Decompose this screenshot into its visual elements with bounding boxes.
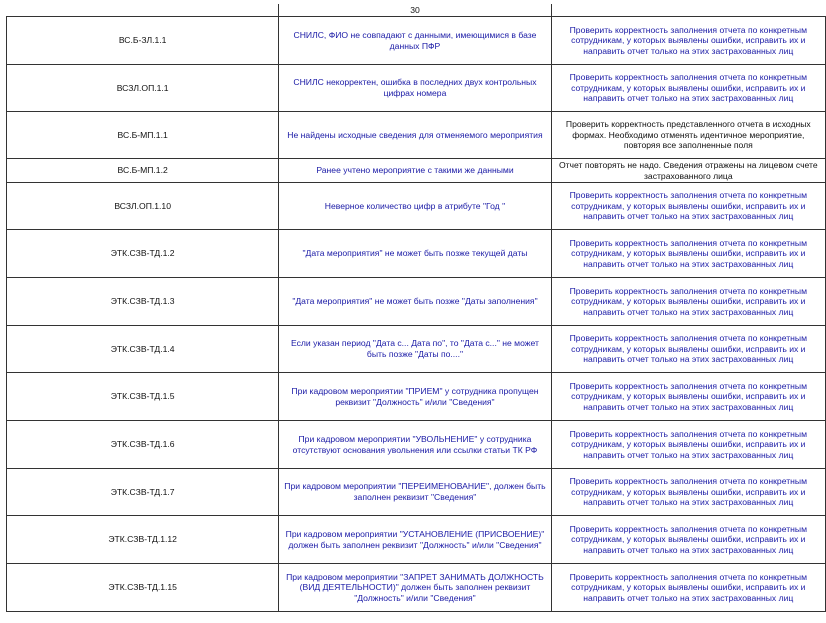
corrective-action-cell: Отчет повторять не надо. Сведения отражены на лицевом счете застрахованного лица xyxy=(551,159,825,183)
corrective-action-cell: Проверить корректность заполнения отчета по конкретным сотрудникам, у которых выявлены ошибки, исправить их и направить отчет только на этих застрахованных лиц xyxy=(551,564,825,612)
corrective-action-cell: Проверить корректность заполнения отчета по конкретным сотрудникам, у которых выявлены ошибки, исправить их и направить отчет только на этих застрахованных лиц xyxy=(551,326,825,373)
error-code-cell: ЭТК.СЗВ-ТД.1.7 xyxy=(7,469,279,516)
table-row xyxy=(7,564,826,612)
corrective-action-cell: Проверить корректность заполнения отчета по конкретным сотрудникам, у которых выявлены ошибки, исправить их и направить отчет только на этих застрахованных лиц xyxy=(551,183,825,230)
corrective-action-cell: Проверить корректность заполнения отчета по конкретным сотрудникам, у которых выявлены ошибки, исправить их и направить отчет только на этих застрахованных лиц xyxy=(551,65,825,112)
table-row xyxy=(7,373,826,421)
error-message-cell: СНИЛС некорректен, ошибка в последних двух контрольных цифрах номера xyxy=(279,65,551,112)
error-code-cell: ЭТК.СЗВ-ТД.1.5 xyxy=(7,373,279,421)
error-message-cell: Не найдены исходные сведения для отменяемого мероприятия xyxy=(279,112,551,159)
error-code-cell: ЭТК.СЗВ-ТД.1.2 xyxy=(7,230,279,278)
error-code-cell: ВС.Б-МП.1.2 xyxy=(7,159,279,183)
table-row xyxy=(7,469,826,516)
error-message-cell: При кадровом мероприятии "ЗАПРЕТ ЗАНИМАТЬ ДОЛЖНОСТЬ (ВИД ДЕЯТЕЛЬНОСТИ)" должен быть заполнен реквизит "Должность" и/или "Сведения" xyxy=(279,564,551,612)
page-number: 30 xyxy=(279,4,551,17)
error-message-cell: "Дата мероприятия" не может быть позже "Даты заполнения" xyxy=(279,278,551,326)
table-row xyxy=(7,112,826,159)
error-code-cell: ВС.Б-МП.1.1 xyxy=(7,112,279,159)
error-code-cell: ЭТК.СЗВ-ТД.1.15 xyxy=(7,564,279,612)
error-message-cell: При кадровом мероприятии "ПЕРЕИМЕНОВАНИЕ", должен быть заполнен реквизит "Сведения" xyxy=(279,469,551,516)
table-row xyxy=(7,65,826,112)
table-row xyxy=(7,159,826,183)
error-code-cell: ВСЗЛ.ОП.1.1 xyxy=(7,65,279,112)
error-message-cell: Если указан период "Дата с... Дата по", то "Дата с..." не может быть позже "Даты по...." xyxy=(279,326,551,373)
table-row xyxy=(7,516,826,564)
table-row xyxy=(7,17,826,65)
error-message-cell: При кадровом мероприятии "УВОЛЬНЕНИЕ" у сотрудника отсутствуют основания увольнения или ссылки статьи ТК РФ xyxy=(279,421,551,469)
error-code-cell: ВСЗЛ.ОП.1.10 xyxy=(7,183,279,230)
corrective-action-cell: Проверить корректность заполнения отчета по конкретным сотрудникам, у которых выявлены ошибки, исправить их и направить отчет только на этих застрахованных лиц xyxy=(551,278,825,326)
error-code-cell: ЭТК.СЗВ-ТД.1.4 xyxy=(7,326,279,373)
corrective-action-cell: Проверить корректность представленного отчета в исходных формах. Необходимо отменять идентичное мероприятие, повторяя все заполненные поля xyxy=(551,112,825,159)
table-row xyxy=(7,183,826,230)
error-message-cell: Ранее учтено мероприятие с такими же данными xyxy=(279,159,551,183)
corrective-action-cell: Проверить корректность заполнения отчета по конкретным сотрудникам, у которых выявлены ошибки, исправить их и направить отчет только на этих застрахованных лиц xyxy=(551,17,825,65)
error-codes-table xyxy=(6,4,826,612)
page-header-row xyxy=(7,4,826,17)
corrective-action-cell: Проверить корректность заполнения отчета по конкретным сотрудникам, у которых выявлены ошибки, исправить их и направить отчет только на этих застрахованных лиц xyxy=(551,516,825,564)
error-message-cell: Неверное количество цифр в атрибуте "Год " xyxy=(279,183,551,230)
error-code-cell: ЭТК.СЗВ-ТД.1.12 xyxy=(7,516,279,564)
table-row xyxy=(7,421,826,469)
table-row xyxy=(7,278,826,326)
corrective-action-cell: Проверить корректность заполнения отчета по конкретным сотрудникам, у которых выявлены ошибки, исправить их и направить отчет только на этих застрахованных лиц xyxy=(551,373,825,421)
error-message-cell: СНИЛС, ФИО не совпадают с данными, имеющимися в базе данных ПФР xyxy=(279,17,551,65)
error-message-cell: При кадровом мероприятии "ПРИЕМ" у сотрудника пропущен реквизит "Должность" и/или "Сведения" xyxy=(279,373,551,421)
table-row xyxy=(7,326,826,373)
error-message-cell: При кадровом мероприятии "УСТАНОВЛЕНИЕ (ПРИСВОЕНИЕ)" должен быть заполнен реквизит "Должность" и/или "Сведения" xyxy=(279,516,551,564)
error-code-cell: ЭТК.СЗВ-ТД.1.3 xyxy=(7,278,279,326)
error-code-cell: ЭТК.СЗВ-ТД.1.6 xyxy=(7,421,279,469)
table-row xyxy=(7,230,826,278)
error-code-cell: ВС.Б-ЗЛ.1.1 xyxy=(7,17,279,65)
spreadsheet-page xyxy=(6,4,826,612)
corrective-action-cell: Проверить корректность заполнения отчета по конкретным сотрудникам, у которых выявлены ошибки, исправить их и направить отчет только на этих застрахованных лиц xyxy=(551,421,825,469)
error-message-cell: "Дата мероприятия" не может быть позже текущей даты xyxy=(279,230,551,278)
corrective-action-cell: Проверить корректность заполнения отчета по конкретным сотрудникам, у которых выявлены ошибки, исправить их и направить отчет только на этих застрахованных лиц xyxy=(551,230,825,278)
corrective-action-cell: Проверить корректность заполнения отчета по конкретным сотрудникам, у которых выявлены ошибки, исправить их и направить отчет только на этих застрахованных лиц xyxy=(551,469,825,516)
